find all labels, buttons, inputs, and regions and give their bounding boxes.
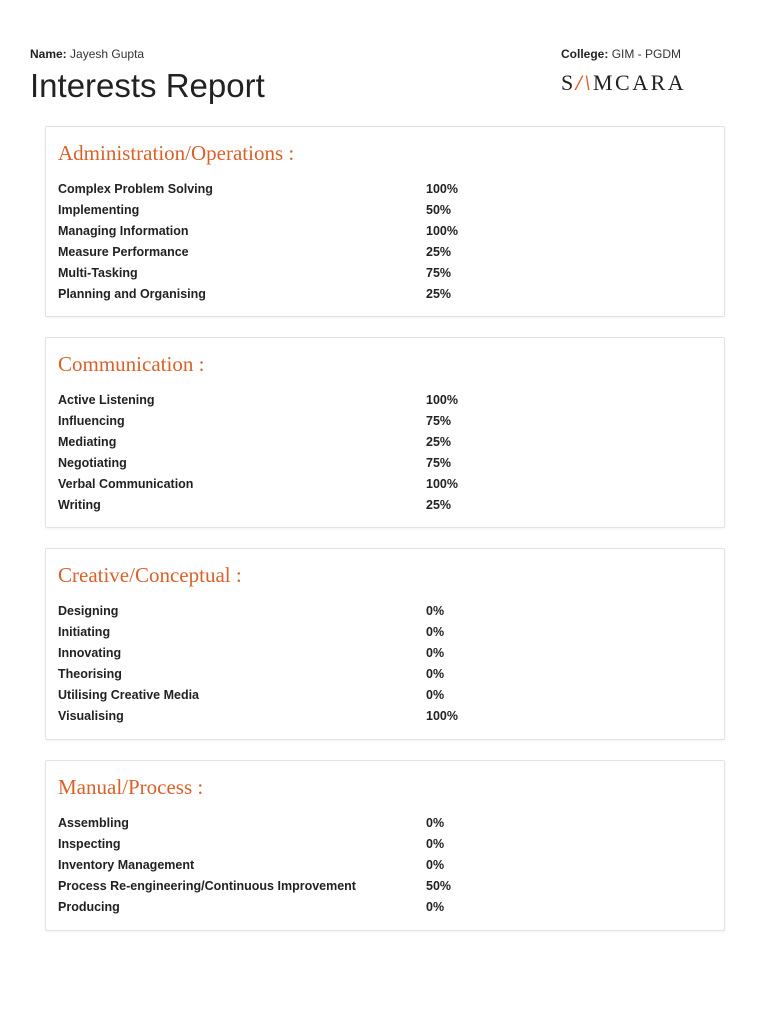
skill-row	[58, 875, 718, 896]
skill-row	[58, 833, 718, 854]
skill-name: Inventory Management	[58, 857, 195, 872]
skill-percent: 100%	[426, 181, 458, 196]
name-value: Jayesh Gupta	[70, 47, 145, 61]
skill-name: Mediating	[58, 434, 117, 449]
skill-percent: 100%	[426, 709, 458, 724]
skill-name: Writing	[58, 498, 101, 513]
logo-part-s: S	[561, 70, 576, 95]
section-title: Administration/Operations :	[58, 141, 295, 165]
section-title: Creative/Conceptual :	[58, 563, 242, 587]
skill-name: Implementing	[58, 202, 140, 217]
skill-percent: 0%	[426, 624, 445, 639]
skill-name: Inspecting	[58, 836, 121, 851]
skill-percent: 75%	[426, 413, 452, 428]
skill-row	[58, 473, 718, 494]
section-title: Communication :	[58, 352, 205, 376]
skill-percent: 25%	[426, 244, 452, 259]
skill-name: Process Re-engineering/Continuous Improvement	[58, 878, 356, 893]
skill-row	[58, 431, 718, 452]
section-card	[45, 126, 725, 317]
skill-name: Producing	[58, 899, 120, 914]
skill-row	[58, 642, 718, 663]
skill-list	[58, 178, 718, 305]
skill-list	[58, 389, 718, 516]
skill-row	[58, 262, 718, 283]
skill-name: Managing Information	[58, 223, 189, 238]
skill-percent: 50%	[426, 202, 452, 217]
skill-percent: 0%	[426, 666, 445, 681]
skill-percent: 0%	[426, 815, 445, 830]
skill-percent: 25%	[426, 287, 452, 302]
skill-row	[58, 812, 718, 833]
report-header	[30, 46, 265, 106]
skill-percent: 0%	[426, 687, 445, 702]
skill-row	[58, 178, 718, 199]
skill-name: Influencing	[58, 413, 125, 428]
skill-percent: 100%	[426, 392, 458, 407]
skill-percent: 75%	[426, 265, 452, 280]
skill-list	[58, 812, 718, 917]
skill-name: Negotiating	[58, 455, 127, 470]
college-block	[561, 46, 721, 95]
skill-row	[58, 663, 718, 684]
samcara-logo	[561, 71, 721, 95]
skill-name: Assembling	[58, 815, 129, 830]
skill-percent: 25%	[426, 434, 452, 449]
skill-name: Theorising	[58, 666, 122, 681]
skill-row	[58, 896, 718, 917]
skill-percent: 100%	[426, 476, 458, 491]
skill-percent: 0%	[426, 899, 445, 914]
skill-row	[58, 241, 718, 262]
skill-name: Designing	[58, 603, 119, 618]
skill-name: Planning and Organising	[58, 287, 206, 302]
skill-percent: 0%	[426, 857, 445, 872]
skill-row	[58, 389, 718, 410]
name-label: Name:	[30, 47, 67, 61]
skill-row	[58, 452, 718, 473]
skill-row	[58, 705, 718, 726]
name-line	[30, 46, 265, 62]
skill-percent: 75%	[426, 455, 452, 470]
skill-name: Initiating	[58, 624, 111, 639]
skill-name: Complex Problem Solving	[58, 181, 213, 196]
skill-row	[58, 494, 718, 515]
skill-name: Active Listening	[58, 392, 155, 407]
college-line	[561, 46, 721, 62]
skill-percent: 25%	[426, 498, 452, 513]
skill-name: Measure Performance	[58, 244, 189, 259]
skill-row	[58, 600, 718, 621]
skill-row	[58, 684, 718, 705]
skill-percent: 0%	[426, 836, 445, 851]
skill-row	[58, 199, 718, 220]
skill-name: Utilising Creative Media	[58, 687, 200, 702]
skill-row	[58, 854, 718, 875]
section-card	[45, 337, 725, 528]
skill-percent: 0%	[426, 645, 445, 660]
logo-part-mcara: MCARA	[592, 70, 687, 95]
skill-name: Innovating	[58, 645, 122, 660]
skill-percent: 50%	[426, 878, 452, 893]
skill-percent: 100%	[426, 223, 458, 238]
section-card	[45, 548, 725, 740]
section-title: Manual/Process :	[58, 775, 204, 799]
page-title: Interests Report	[30, 67, 265, 104]
skill-name: Visualising	[58, 709, 124, 724]
skill-percent: 0%	[426, 603, 445, 618]
section-card	[45, 760, 725, 931]
skill-name: Multi-Tasking	[58, 265, 138, 280]
skill-row	[58, 220, 718, 241]
skill-row	[58, 283, 718, 304]
skill-list	[58, 600, 718, 727]
college-label: College:	[561, 47, 609, 61]
skill-row	[58, 621, 718, 642]
logo-accent: /\	[575, 70, 593, 95]
college-value: GIM - PGDM	[611, 47, 682, 61]
skill-row	[58, 410, 718, 431]
skill-name: Verbal Communication	[58, 476, 194, 491]
